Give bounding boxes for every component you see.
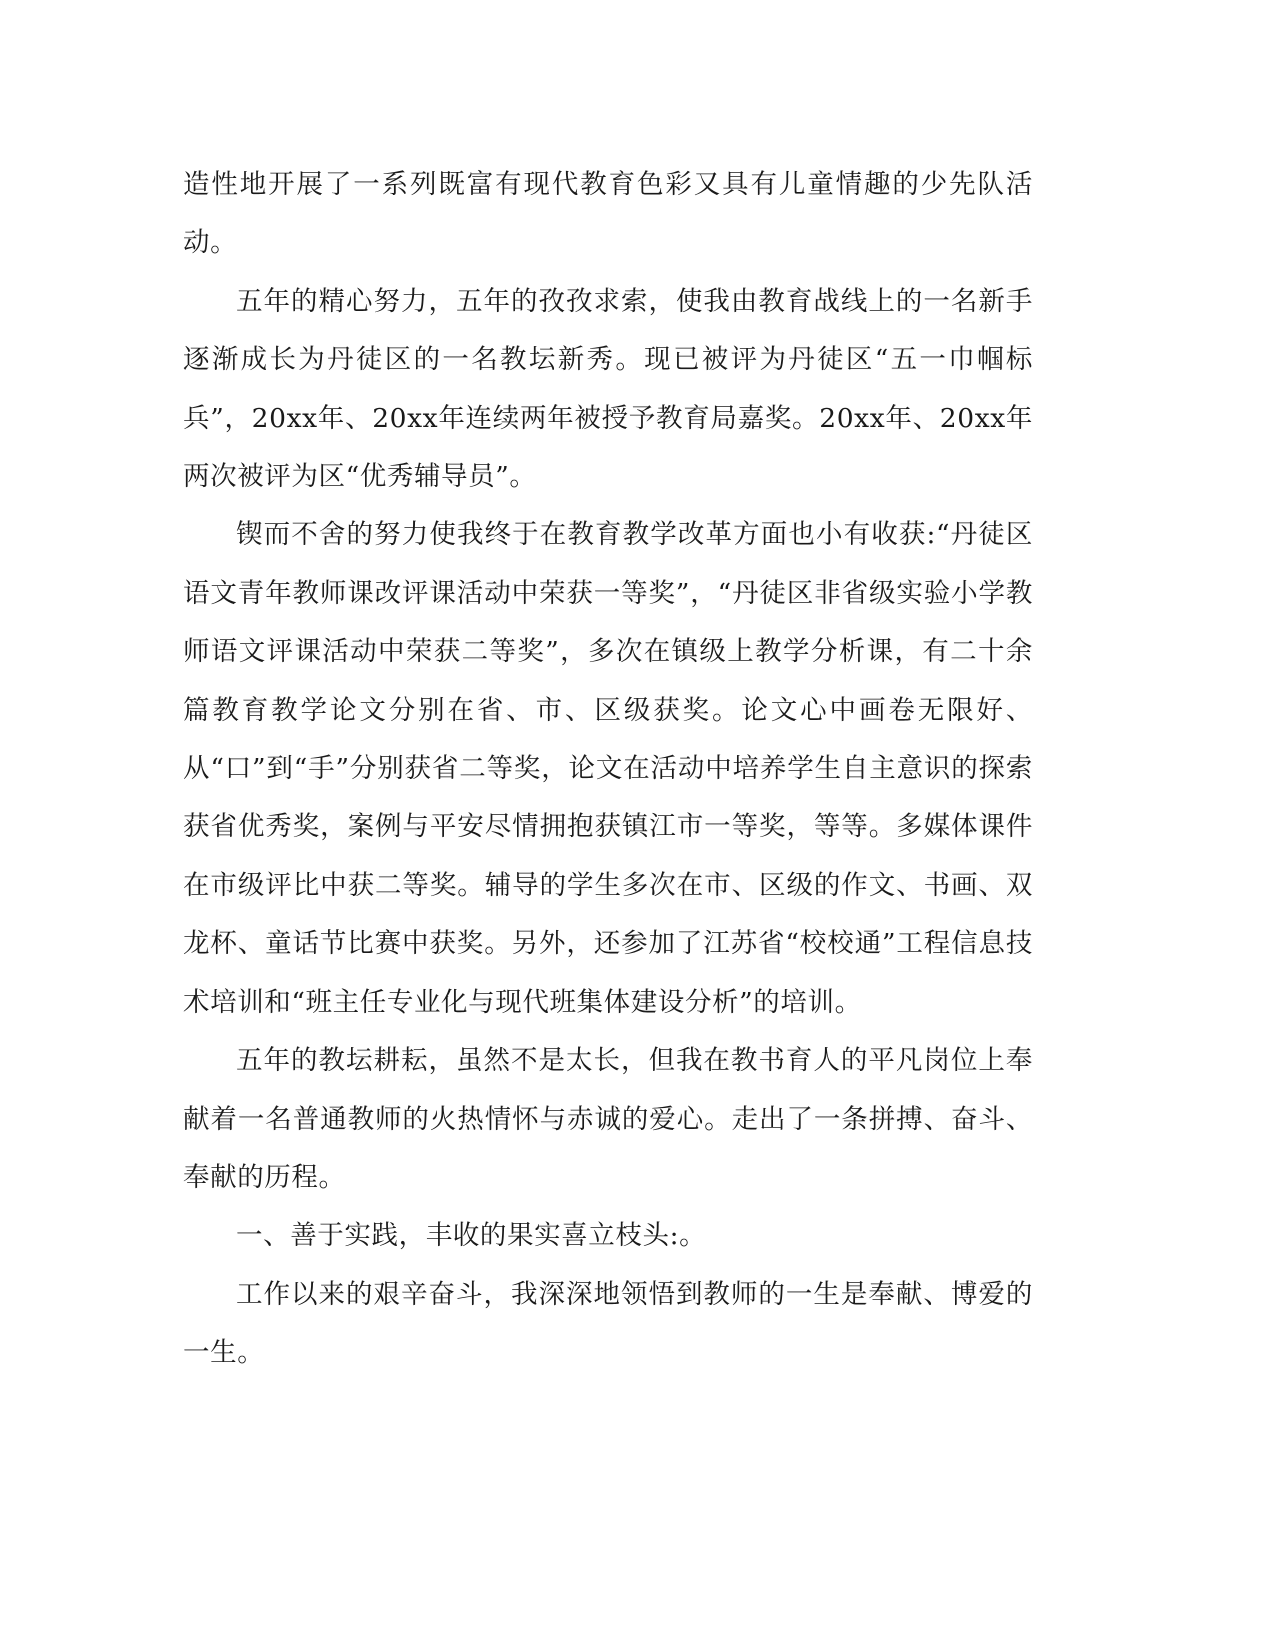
section-heading-practice: 一、善于实践，丰收的果实喜立枝头:。 bbox=[236, 1220, 707, 1252]
paragraph-five-years-growth: 五年的精心努力，五年的孜孜求索，使我由教育战线上的一名新手逐渐成长为丹徒区的一名教坛新秀。现已被评为丹徒区“五一巾帼标兵”，20xx年、20xx年连续两年被授予教育局嘉奖。20xx年、20xx年两次被评为区“优秀辅导员”。 bbox=[183, 285, 1033, 493]
paragraph-teacher-life: 工作以来的艰辛奋斗，我深深地领悟到教师的一生是奉献、博爱的一生。 bbox=[183, 1278, 1033, 1369]
paragraph-teaching-achievements: 锲而不舍的努力使我终于在教育教学改革方面也小有收获:“丹徒区语文青年教师课改评课活动中荣获一等奖”，“丹徒区非省级实验小学教师语文评课活动中荣获二等奖”，多次在镇级上教学分析课，有二十余篇教育教学论文分别在省、市、区级获奖。论文心中画卷无限好、从“口”到“手”分别获省二等奖，论文在活动中培养学生自主意识的探索获省优秀奖，案例与平安尽情拥抱获镇江市一等奖，等等。多媒体课件在市级评比中获二等奖。辅导的学生多次在市、区级的作文、书画、双龙杯、童话节比赛中获奖。另外，还参加了江苏省“校校通”工程信息技术培训和“班主任专业化与现代班集体建设分析”的培训。 bbox=[183, 519, 1033, 1018]
paragraph-activities-ending: 造性地开展了一系列既富有现代教育色彩又具有儿童情趣的少先队活动。 bbox=[183, 169, 1033, 259]
paragraph-dedication: 五年的教坛耕耘，虽然不是太长，但我在教书育人的平凡岗位上奉献着一名普通教师的火热情怀与赤诚的爱心。走出了一条拼搏、奋斗、奉献的历程。 bbox=[183, 1045, 1033, 1193]
document-body bbox=[183, 156, 1033, 1383]
